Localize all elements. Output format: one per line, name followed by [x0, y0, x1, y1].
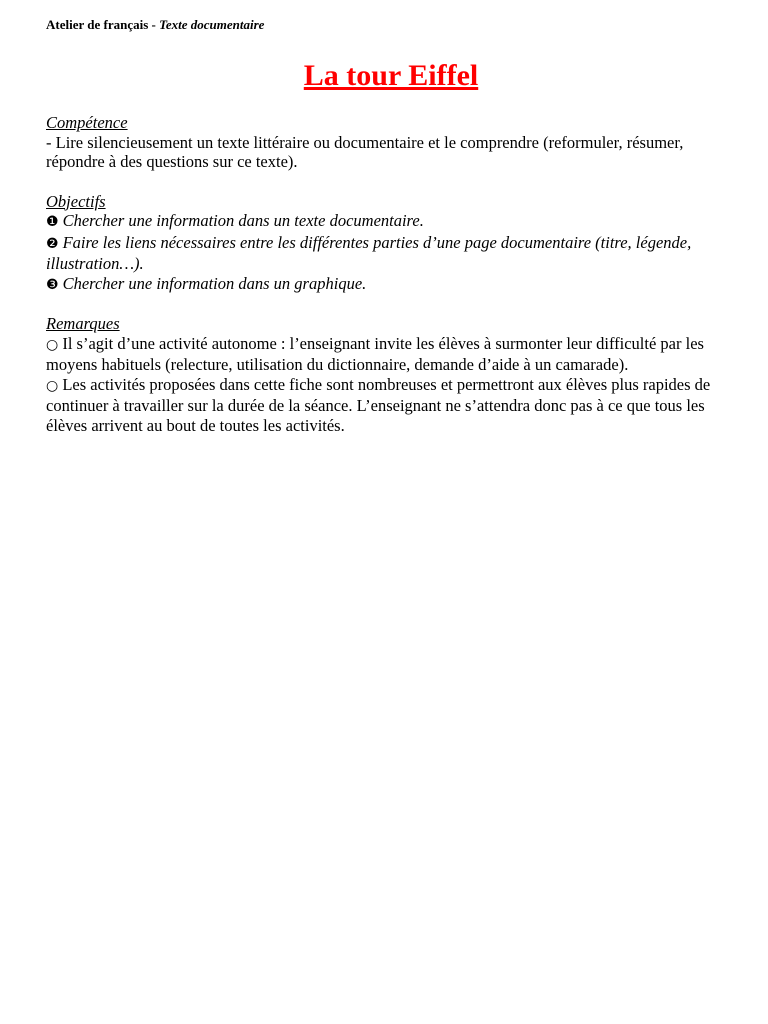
number-one-bullet-icon: ❶	[46, 214, 59, 230]
competence-heading: Compétence	[46, 113, 128, 132]
page-title: La tour Eiffel	[303, 59, 479, 92]
circle-bullet-icon: ○	[46, 336, 59, 353]
objective-item	[46, 274, 736, 296]
number-two-bullet-icon: ❷	[46, 235, 59, 252]
remarques-heading: Remarques	[46, 314, 120, 333]
remark-item	[46, 334, 736, 375]
course-subtitle: Texte documentaire	[159, 17, 265, 32]
competence-text: - Lire silencieusement un texte littéraire ou documentaire et le comprendre (reformuler, résumer, répondre à des questions sur ce texte).	[46, 132, 684, 171]
objectifs-heading: Objectifs	[46, 191, 106, 211]
objective-item	[46, 233, 736, 274]
objective-item	[46, 211, 736, 233]
objective-text: Faire les liens nécessaires entre les différentes parties d’une page documentaire (titre, légende, illustration…).	[46, 232, 692, 273]
document-header	[46, 17, 736, 33]
objectifs-section	[46, 192, 736, 296]
circle-bullet-icon: ○	[46, 377, 59, 394]
objective-text: Chercher une information dans un texte documentaire.	[62, 211, 424, 230]
competence-section	[46, 113, 736, 172]
course-name: Atelier de français -	[46, 17, 160, 32]
document-body	[46, 17, 736, 435]
number-three-bullet-icon: ❸	[46, 276, 59, 293]
remark-text: Il s’agit d’une activité autonome : l’enseignant invite les élèves à surmonter leur difficulté par les moyens habituels (relecture, utilisation du dictionnaire, demande d’aide à un camarade).	[46, 333, 704, 374]
objective-text: Chercher une information dans un graphique.	[62, 273, 367, 293]
remarques-section	[46, 314, 736, 435]
remark-text: Les activités proposées dans cette fiche sont nombreuses et permettront aux élèves plus rapides de continuer à travailler sur la durée de la séance. L’enseignant ne s’attendra donc pas à ce que tous les élèves arrivent au bout de toutes les activités.	[46, 374, 711, 435]
remark-item	[46, 375, 736, 436]
